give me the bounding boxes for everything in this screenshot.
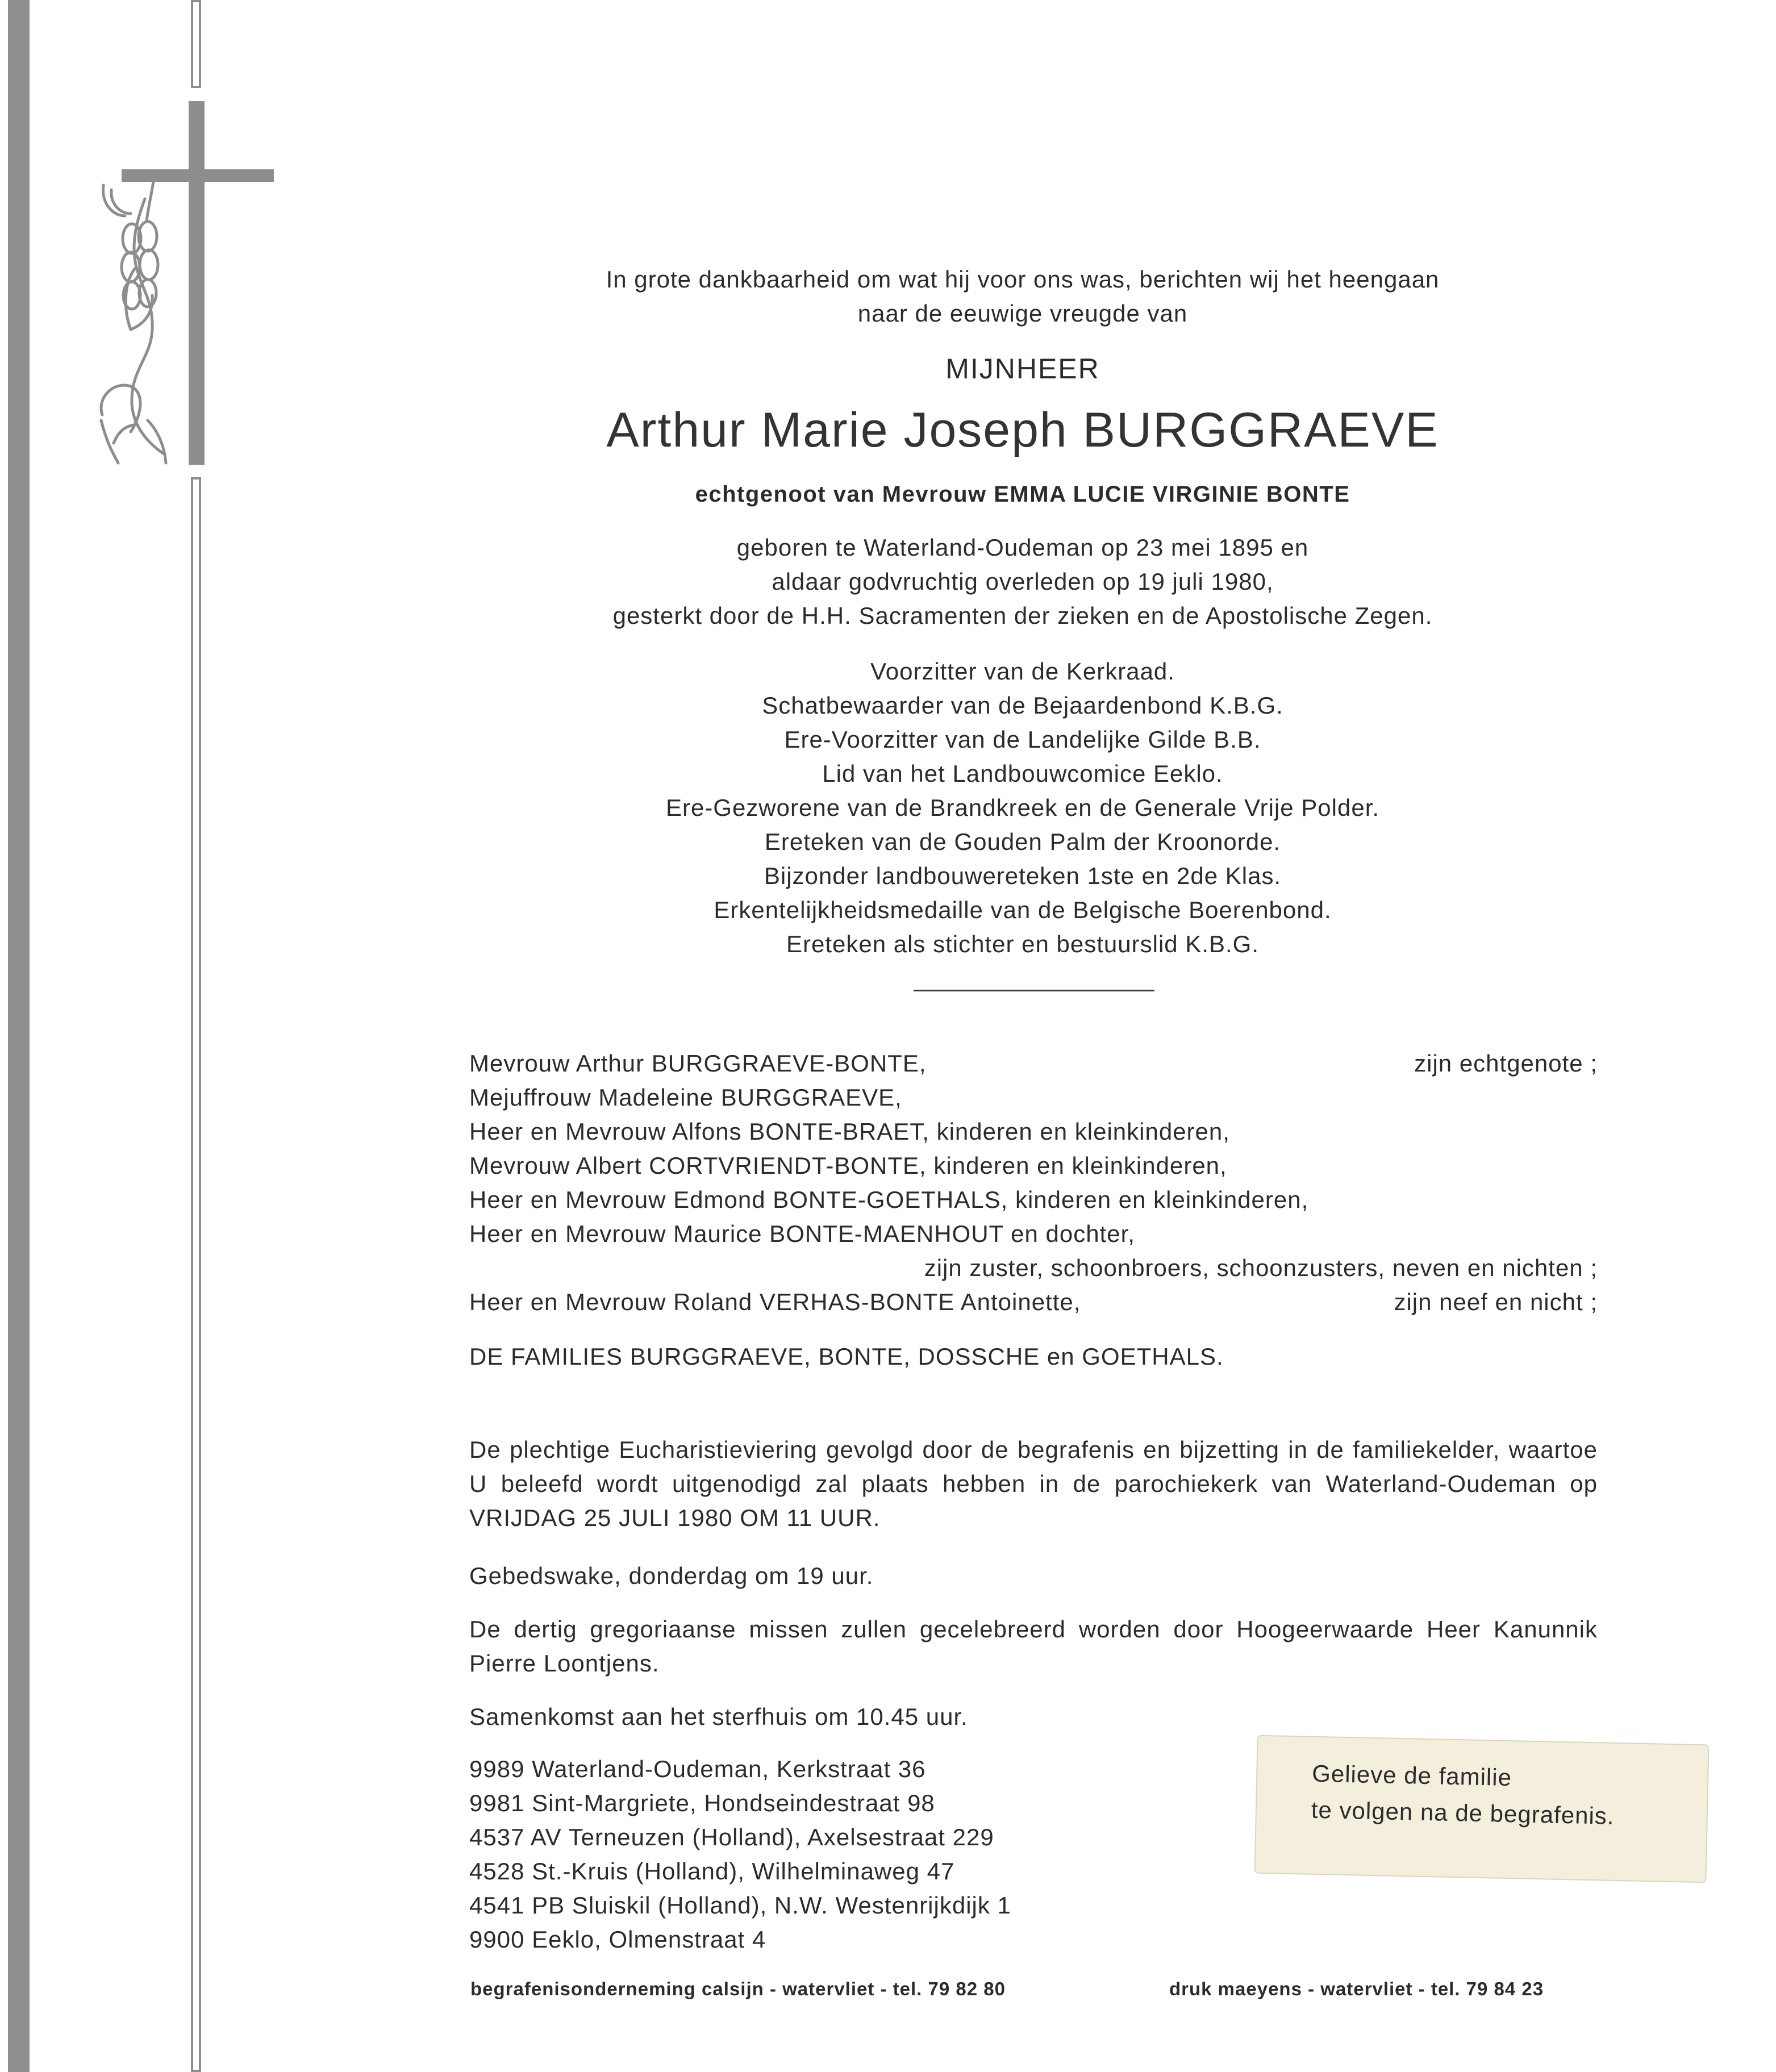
gray-side-strip [8, 0, 30, 2072]
cross-wheat-emblem [91, 0, 284, 2072]
families-line: DE FAMILIES BURGGRAEVE, BONTE, DOSSCHE en GOETHALS. [469, 1343, 1224, 1370]
intro-line-2: naar de eeuwige vreugde van [857, 300, 1188, 327]
vigil-line: Gebedswake, donderdag om 19 uur. [469, 1562, 874, 1589]
honor-item: Ere-Voorzitter van de Landelijke Gilde B.B. [784, 726, 1261, 753]
address-item: 9981 Sint-Margriete, Hondseindestraat 98 [469, 1790, 935, 1816]
gathering-line: Samenkomst aan het sterfhuis om 10.45 uur. [469, 1703, 968, 1730]
family-line: Mevrouw Arthur BURGGRAEVE-BONTE, [469, 1050, 927, 1077]
spouse-line: echtgenoot van Mevrouw EMMA LUCIE VIRGINIE BONTE [695, 482, 1350, 507]
wheat-icon [91, 182, 193, 466]
family-line: Heer en Mevrouw Maurice BONTE-MAENHOUT en dochter, [469, 1220, 1135, 1247]
honor-item: Lid van het Landbouwcomice Eeklo. [822, 760, 1223, 787]
section-divider [914, 990, 1154, 991]
family-line: Mevrouw Albert CORTVRIENDT-BONTE, kinderen en kleinkinderen, [469, 1152, 1227, 1179]
family-line: Heer en Mevrouw Roland VERHAS-BONTE Antoinette, [469, 1289, 1081, 1315]
funeral-director-footer: begrafenisonderneming calsijn - watervliet - tel. 79 82 80 [470, 1978, 1006, 1999]
honor-item: Ereteken als stichter en bestuurslid K.B.G. [786, 931, 1260, 957]
honor-item: Erkentelijkheidsmedaille van de Belgische Boerenbond. [714, 897, 1332, 923]
honor-item: Voorzitter van de Kerkraad. [870, 658, 1175, 685]
honor-item: Schatbewaarder van de Bejaardenbond K.B.G. [762, 692, 1283, 719]
address-item: 9989 Waterland-Oudeman, Kerkstraat 36 [469, 1756, 926, 1782]
mass-announcement: De plechtige Eucharistieviering gevolgd door de begrafenis en bijzetting in de familiekelder, waartoe U beleefd wordt uitgenodigd zal plaats hebben in de parochiekerk van Waterland-Oudeman op VRIJDAG 25 JULI 1980 OM 11 UUR. [469, 1436, 1598, 1531]
note-line: Gelieve de familie [1311, 1760, 1512, 1791]
death-line: aldaar godvruchtig overleden op 19 juli 1980, [772, 568, 1274, 595]
sacraments-line: gesterkt door de H.H. Sacramenten der zieken en de Apostolische Zegen. [612, 602, 1433, 629]
cross-upper-line [191, 0, 201, 88]
deceased-name: Arthur Marie Joseph BURGGRAEVE [606, 403, 1439, 457]
birth-line: geboren te Waterland-Oudeman op 23 mei 1895 en [736, 534, 1309, 561]
gregorian-masses: De dertig gregoriaanse missen zullen gecelebreerd worden door Hoogeerwaarde Heer Kanunnik Pierre Loontjens. [469, 1616, 1598, 1677]
cross-horizontal-beam [122, 169, 274, 182]
family-relation: zijn echtgenote ; [1414, 1050, 1598, 1077]
printer-footer: druk maeyens - watervliet - tel. 79 84 23 [1169, 1978, 1544, 1999]
intro-line-1: In grote dankbaarheid om wat hij voor ons was, berichten wij het heengaan [606, 266, 1440, 293]
family-line: Heer en Mevrouw Edmond BONTE-GOETHALS, kinderen en kleinkinderen, [469, 1186, 1309, 1213]
family-line: Heer en Mevrouw Alfons BONTE-BRAET, kinderen en kleinkinderen, [469, 1118, 1230, 1145]
address-item: 9900 Eeklo, Olmenstraat 4 [469, 1926, 766, 1953]
family-line: Mejuffrouw Madeleine BURGGRAEVE, [469, 1084, 902, 1111]
honor-item: Ereteken van de Gouden Palm der Kroonorde. [764, 828, 1281, 855]
address-item: 4537 AV Terneuzen (Holland), Axelsestraat 229 [469, 1824, 994, 1850]
attached-note [1254, 1735, 1710, 1883]
honorific-title: MIJNHEER [945, 353, 1100, 385]
family-relation: zijn neef en nicht ; [1394, 1289, 1598, 1315]
note-line: te volgen na de begrafenis. [1311, 1796, 1615, 1829]
honor-item: Bijzonder landbouwereteken 1ste en 2de Klas. [764, 862, 1282, 889]
family-relation: zijn zuster, schoonbroers, schoonzusters, neven en nichten ; [924, 1254, 1598, 1281]
address-item: 4528 St.-Kruis (Holland), Wilhelminaweg 47 [469, 1858, 955, 1885]
honor-item: Ere-Gezworene van de Brandkreek en de Generale Vrije Polder. [665, 794, 1380, 821]
cross-lower-line [191, 477, 201, 2072]
address-item: 4541 PB Sluiskil (Holland), N.W. Westenrijkdijk 1 [469, 1892, 1011, 1919]
